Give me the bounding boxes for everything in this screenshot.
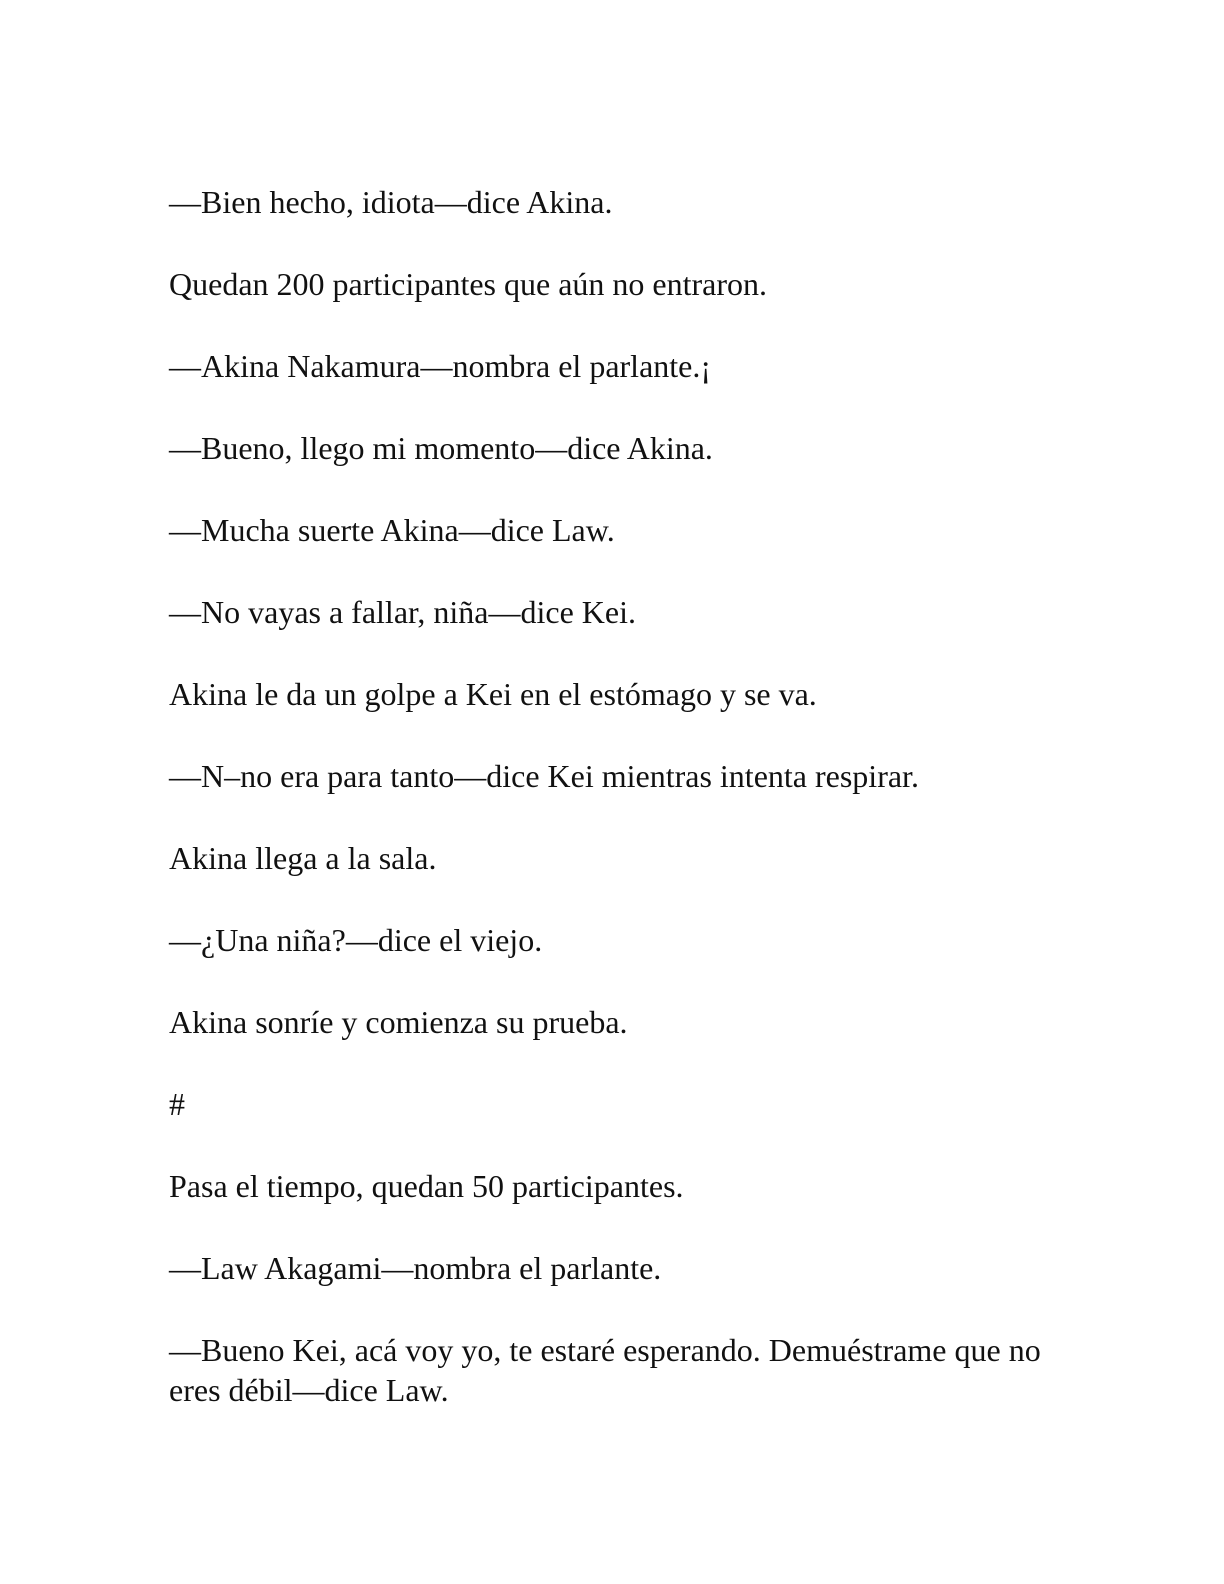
story-text	[169, 182, 1049, 1410]
paragraph: —Bueno Kei, acá voy yo, te estaré esperando. Demuéstrame que no eres débil—dice Law.	[169, 1332, 1041, 1408]
paragraph: Quedan 200 participantes que aún no entraron.	[169, 266, 768, 302]
paragraph: —¿Una niña?—dice el viejo.	[169, 922, 543, 958]
paragraph: —No vayas a fallar, niña—dice Kei.	[169, 594, 636, 630]
paragraph: Akina sonríe y comienza su prueba.	[169, 1004, 628, 1040]
paragraph: Akina le da un golpe a Kei en el estómago y se va.	[169, 676, 817, 712]
paragraph: —Law Akagami—nombra el parlante.	[169, 1250, 662, 1286]
paragraph: —N–no era para tanto—dice Kei mientras intenta respirar.	[169, 758, 919, 794]
section-break: #	[169, 1086, 185, 1122]
paragraph: —Mucha suerte Akina—dice Law.	[169, 512, 615, 548]
paragraph: —Akina Nakamura—nombra el parlante.¡	[169, 348, 712, 384]
paragraph: —Bueno, llego mi momento—dice Akina.	[169, 430, 713, 466]
paragraph: Pasa el tiempo, quedan 50 participantes.	[169, 1168, 684, 1204]
paragraph: —Bien hecho, idiota—dice Akina.	[169, 184, 613, 220]
paragraph: Akina llega a la sala.	[169, 840, 437, 876]
